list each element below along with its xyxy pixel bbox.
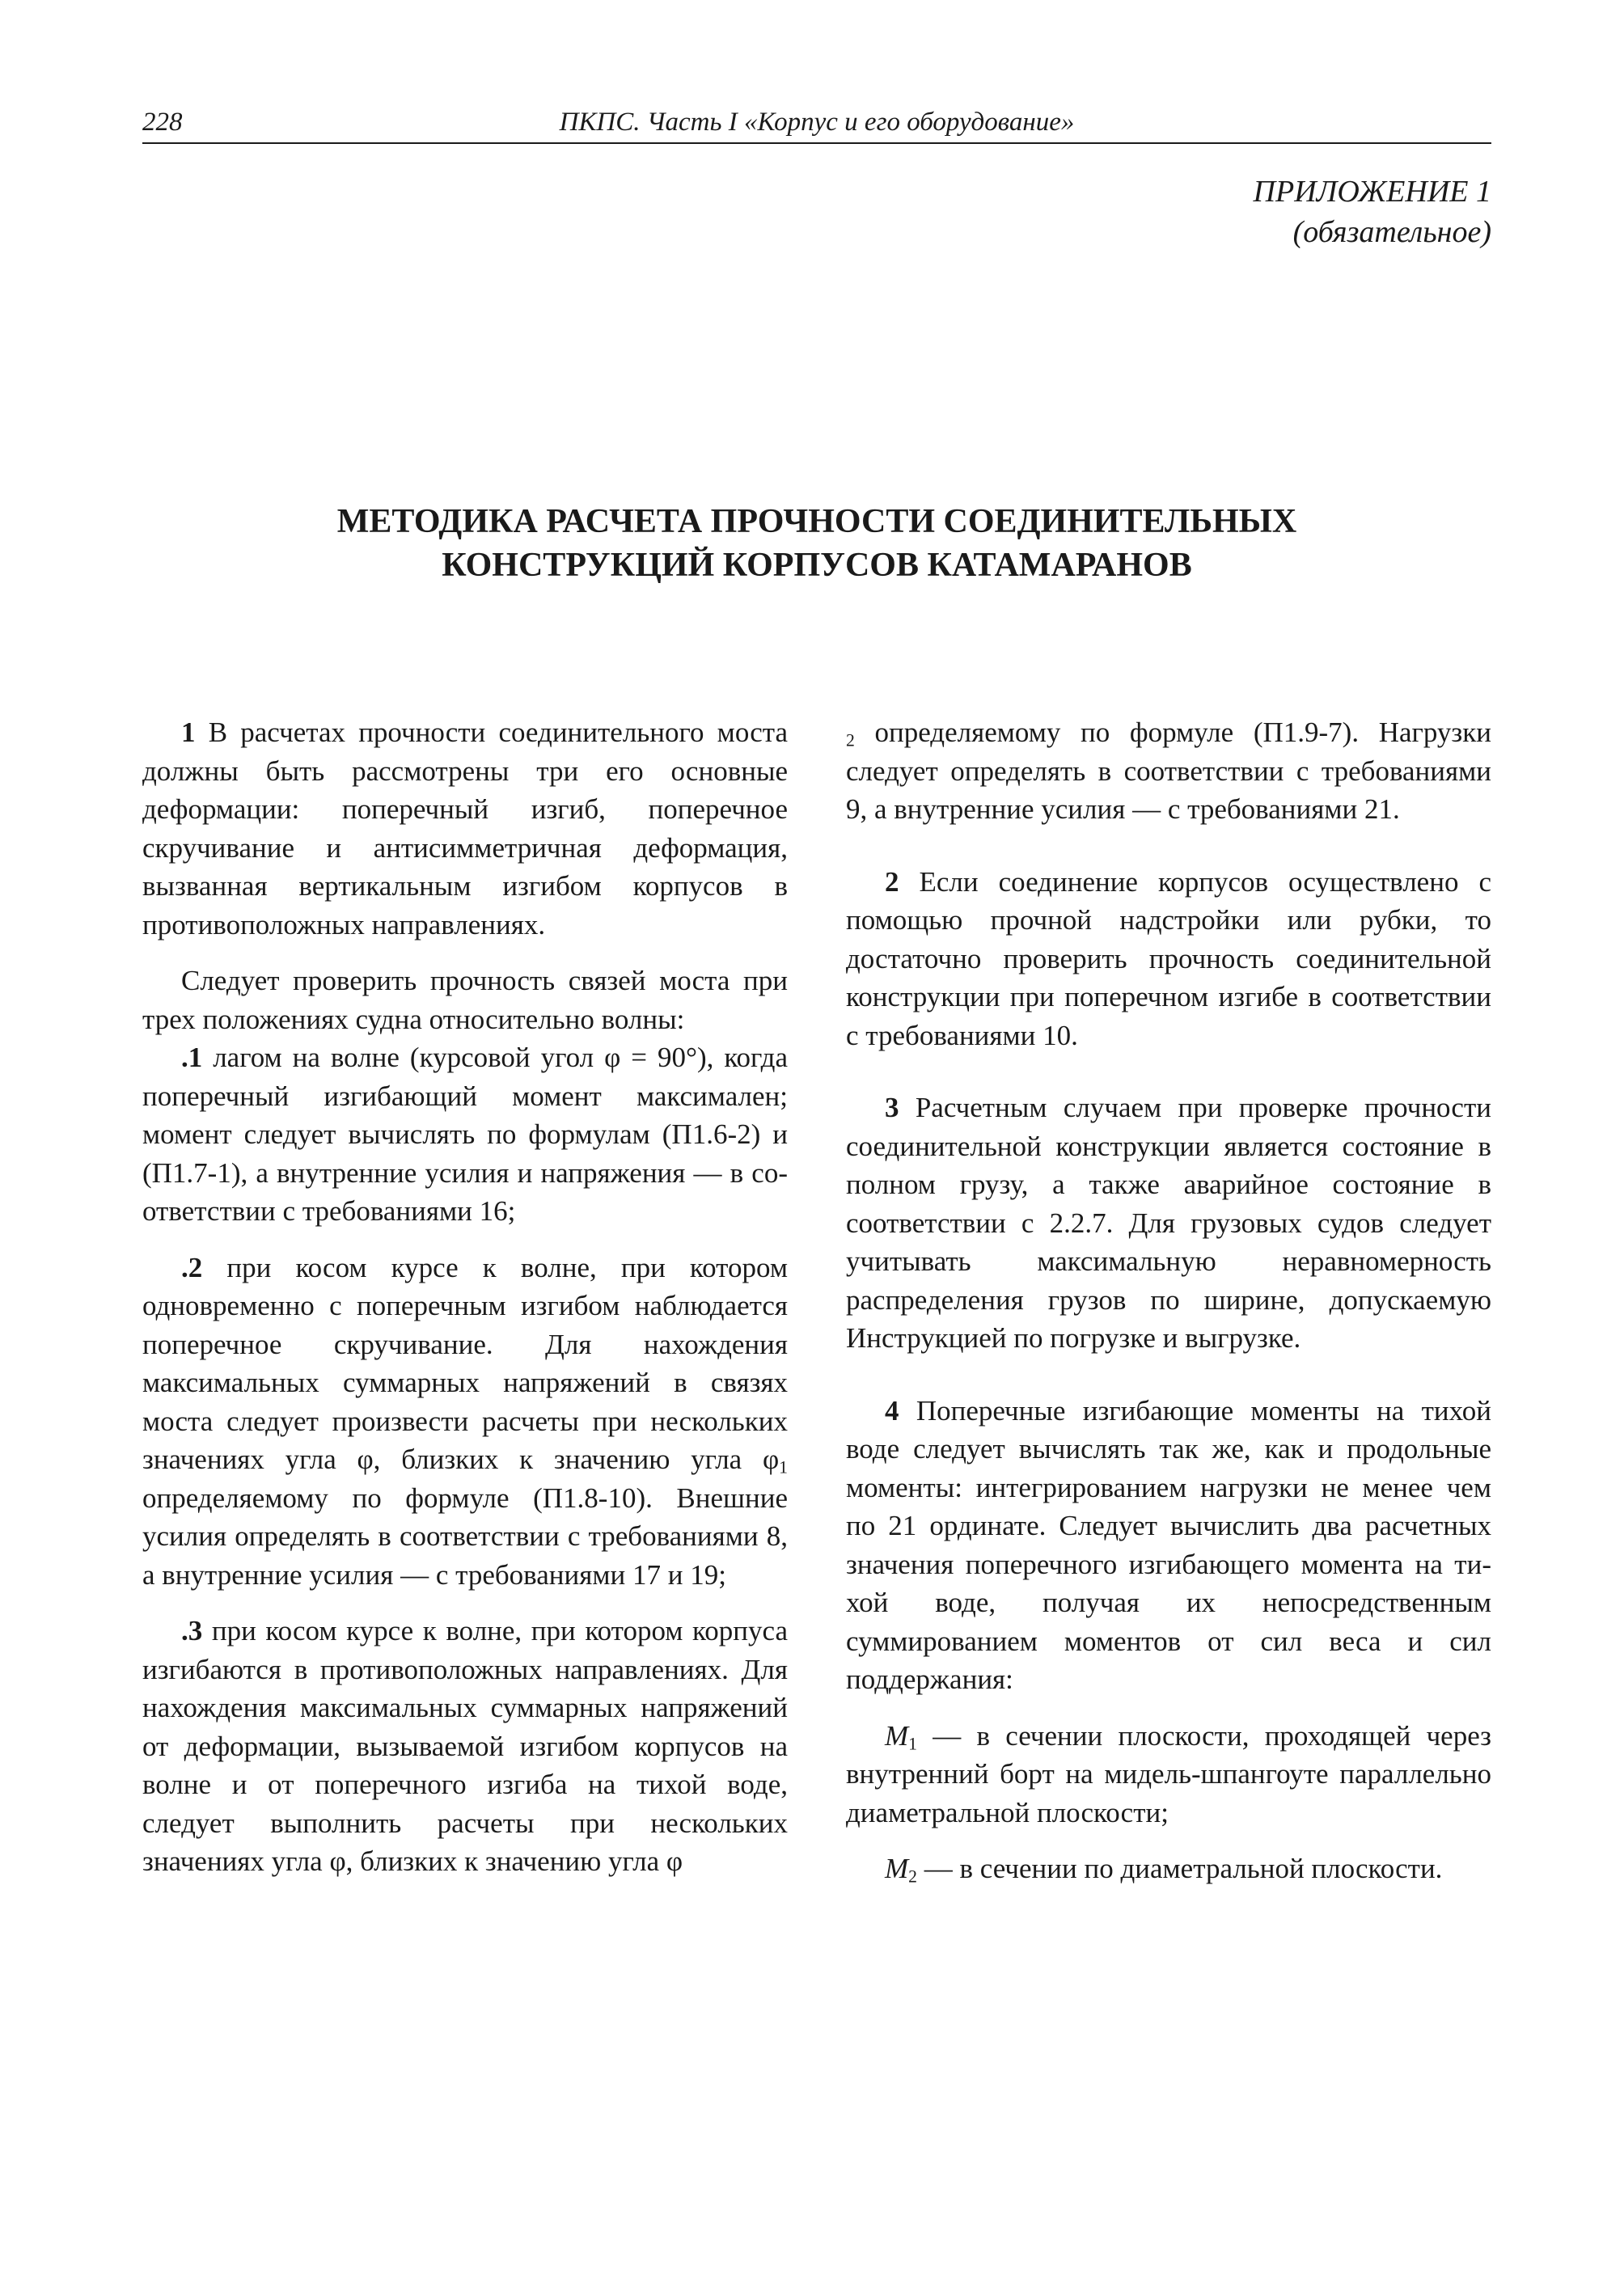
m1-definition bbox=[846, 1717, 1491, 1832]
item-3-text: при косом курсе к волне, при котором корпуса изгибаются в противоположных направлениях. Для нахождения максимальных суммарных напряжений от деформации, вызываемой изгибом корпусов на волне и от поперечного изгиба на тихой воде, следует выполнить расчеты при нескольких значениях угла φ, близких к значению угла φ bbox=[142, 1615, 788, 1877]
section-1-number: 1 bbox=[181, 716, 196, 748]
section-1-paragraph bbox=[142, 713, 788, 944]
appendix-note: (обязательное) bbox=[1292, 215, 1491, 249]
left-column bbox=[142, 713, 788, 1881]
m1-symbol: M bbox=[885, 1719, 909, 1752]
m1-text: — в сечении плоскости, проходящей через внутренний борт на мидель-шпангоуте параллельно диаметральной плоскости; bbox=[846, 1719, 1491, 1828]
title-line-2: КОНСТРУКЦИЙ КОРПУСОВ КАТАМАРАНОВ bbox=[442, 547, 1192, 584]
m1-subscript: 1 bbox=[908, 1733, 917, 1753]
page-number: 228 bbox=[142, 108, 183, 137]
running-header bbox=[142, 104, 1491, 144]
item-1-text: лагом на волне (курсовой угол φ = 90°), когда поперечный изгибающий момент максимален; момент следует вычислять по формулам (П1.6-2) и (П1.7-1), а внутренние усилия и напряжения — в соответствии с требованиями 16; bbox=[142, 1042, 788, 1227]
section-4-number: 4 bbox=[885, 1394, 899, 1427]
section-4-paragraph bbox=[846, 1392, 1491, 1699]
section-3-number: 3 bbox=[885, 1092, 899, 1123]
m2-subscript: 2 bbox=[908, 1866, 917, 1887]
section-2-text: Если соединение корпусов осуществлено с помощью прочной надстройки или рубки, то достаточно проверить прочность соединительной конструкции при поперечном изгибе в соответствии с требованиями 10. bbox=[846, 865, 1491, 1051]
section-4-text: Поперечные изгибающие моменты на тихой воде следует вычислять так же, как и продольные моменты: интегрированием нагрузки не менее чем по 21 ординате. Следует вычислить два расчетных значения поперечного изгибающего момента на тихой воде, получая их непосредственным суммированием моментов от сил веса и сил поддержания: bbox=[846, 1394, 1491, 1695]
section-1-intro-paragraph: Следует проверить прочность связей моста при трех положениях судна относительно волны: bbox=[142, 965, 788, 1035]
item-2-text: при косом курсе к волне, при котором одновременно с поперечным изгибом наблюдается поперечное скручивание. Для нахождения максимальных суммарных напряжений в связях моста следует произвести расчеты при нескольких значениях угла φ, близких к значению угла φ bbox=[142, 1251, 788, 1475]
item-3-text-cont: определяемому по формуле (П1.9-7). Нагрузки следует определять в соответствии с требованиями 9, а внутренние усилия — с требованиями 21. bbox=[846, 716, 1491, 825]
m2-symbol: M bbox=[885, 1853, 909, 1884]
section-2-paragraph bbox=[846, 863, 1491, 1055]
right-column bbox=[846, 713, 1491, 1888]
item-3-number: .3 bbox=[181, 1615, 203, 1646]
item-3-paragraph bbox=[142, 1612, 788, 1881]
m2-text: — в сечении по диаметральной плоскости. bbox=[917, 1853, 1443, 1884]
appendix-title: ПРИЛОЖЕНИЕ 1 bbox=[1253, 175, 1491, 209]
m2-definition bbox=[846, 1849, 1491, 1888]
item-2-text-cont: определяемому по формуле (П1.8-10). Внешние усилия определять в соответствии с требованиями 8, а внутренние усилия — с требованиями 17 и 19; bbox=[142, 1482, 788, 1591]
running-title: ПКПС. Часть I «Корпус и его оборудование» bbox=[559, 108, 1075, 137]
page-title bbox=[142, 500, 1491, 587]
section-2-number: 2 bbox=[885, 865, 899, 898]
item-2-number: .2 bbox=[181, 1251, 203, 1283]
title-line-1: МЕТОДИКА РАСЧЕТА ПРОЧНОСТИ СОЕДИНИТЕЛЬНЫХ bbox=[336, 503, 1297, 540]
item-1-paragraph bbox=[142, 1038, 788, 1231]
item-3-continued bbox=[846, 713, 1491, 829]
item-2-subscript: 1 bbox=[779, 1457, 788, 1477]
section-1-text: В расчетах прочности соединительного моста должны быть рассмотрены три его основные деформации: поперечный изгиб, поперечное скручивание и антисимметричная деформация, вызванная вертикальным изгибом корпусов в противоположных направлениях. bbox=[142, 716, 788, 940]
item-1-number: .1 bbox=[181, 1042, 203, 1073]
appendix-label bbox=[1254, 171, 1491, 252]
item-2-paragraph bbox=[142, 1249, 788, 1595]
section-3-text: Расчетным случаем при проверке прочности соединительной конструкции является состояние в полном грузу, а также аварийное состояние в соответствии с 2.2.7. Для грузовых судов следует учитывать максимальную неравномерность распределения грузов по ширине, допускаемую Инструкцией по погрузке и выгрузке. bbox=[846, 1092, 1491, 1354]
item-3-subscript: 2 bbox=[846, 730, 855, 750]
section-3-paragraph bbox=[846, 1088, 1491, 1358]
